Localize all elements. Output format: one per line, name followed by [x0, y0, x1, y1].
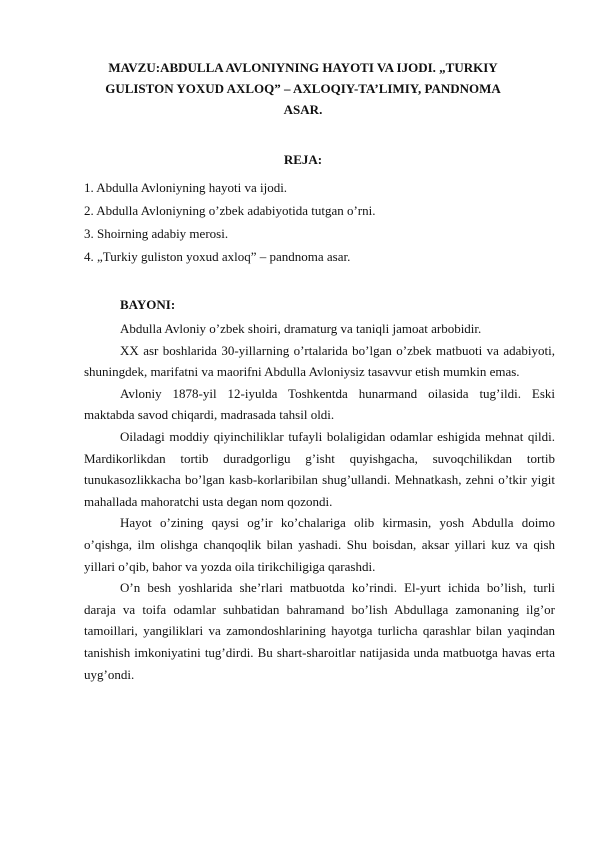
body-paragraph: O’n besh yoshlarida she’rlari matbuotda ko’rindi. El-yurt ichida bo’lish, turli daraja va toifa odamlar suhbatidan bahramand bo’lish Abdullaga zamonaning ilg’or tamoillari, yangiliklari va zamondoshlarining hayotga turlicha qarashlar bilan yaqindan tanishish imkoniyatini tug’dirdi. Bu shart-sharoitlar natijasida unda matbuotga havas erta uyg’ondi.: [84, 580, 555, 682]
body-heading: BAYONI:: [120, 297, 176, 312]
title-line-1: MAVZU:ABDULLA AVLONIYNING HAYOTI VA IJODI. „TURKIY: [108, 60, 498, 75]
body-paragraph: Oiladagi moddiy qiyinchiliklar tufayli bolaligidan odamlar eshigida mehnat qildi. Mardikorlikdan tortib duradgorligu g’isht quyishgacha, suvoqchilikdan tortib tunukasozlikkacha bo’lgan kasb-korlaribilan shug’ullandi. Mehnatkash, zehni o’tkir yigit mahallada mahoratchi usta degan nom qozondi.: [84, 428, 555, 509]
plan-list: [84, 176, 522, 268]
plan-item: 1. Abdulla Avloniyning hayoti va ijodi.: [84, 180, 288, 195]
plan-item: 3. Shoirning adabiy merosi.: [84, 226, 229, 241]
plan-item: 2. Abdulla Avloniyning o’zbek adabiyotida tutgan o’rni.: [84, 203, 376, 218]
plan-heading: REJA:: [283, 152, 323, 167]
body-paragraph: XX asr boshlarida 30-yillarning o’rtalarida bo’lgan o’zbek matbuoti va adabiyoti, shuningdek, marifatni va maorifni Abdulla Avloniysiz tasavvur etish mumkin emas.: [84, 342, 555, 380]
title-line-2: GULISTON YOXUD AXLOQ” – AXLOQIY-TA’LIMIY, PANDNOMA: [105, 81, 501, 96]
plan-item: 4. „Turkiy guliston yoxud axloq” – pandnoma asar.: [84, 249, 351, 264]
body-paragraph: Hayot o’zining qaysi og’ir ko’chalariga olib kirmasin, yosh Abdulla doimo o’qishga, ilm olishga chanqoqlik bilan yashadi. Shu boisdan, aksar yillari kuz va qish yillari o’qib, bahor va yozda oila tirikchiligiga qarashdi.: [84, 515, 555, 574]
document-title: [84, 57, 522, 120]
body-paragraph: Avloniy 1878-yil 12-iyulda Toshkentda hunarmand oilasida tug’ildi. Eski maktabda savod chiqardi, madrasada tahsil oldi.: [84, 385, 555, 423]
body-paragraph: Abdulla Avloniy o’zbek shoiri, dramaturg va taniqli jamoat arbobidir.: [120, 321, 482, 336]
title-line-3: ASAR.: [283, 102, 323, 117]
body-text: [84, 318, 555, 685]
